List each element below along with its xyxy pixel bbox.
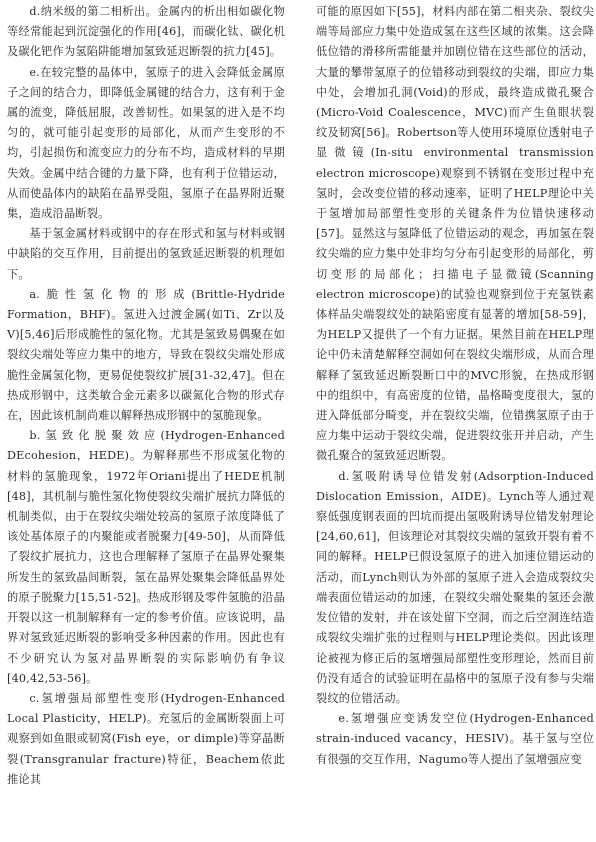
- right-text-column: [316, 2, 594, 770]
- left-text-column: [7, 2, 285, 790]
- paragraph-nano-precipitates: d.纳米级的第二相析出。金属内的析出相如碳化物等经常能起到沉淀强化的作用[46]，而碳化钛、碳化机及碳化钯作为氢陷阱能增加氢致延迟断裂的抗力[45]。: [7, 5, 285, 59]
- paragraph-aide-mechanism: d.氢吸附诱导位错发射(Adsorption-Induced Dislocation Emission，AIDE)。Lynch等人通过观察低强度钢表面的凹坑而提出氢吸附诱导位错发射理论[24,60,61]，但该理论对其裂纹尖端的氢致开裂有着不同的解释。HELP已假设氢原子的进入加速位错运动的活动，而Lynch则认为外部的氢原子进入会造成裂纹尖端表面位错运动的加速，在裂纹尖端处聚集的氢还会激发位错的发射，并在该处留下空洞，而之后空洞连结造成裂纹尖端扩张的过程则与HELP理论类似。因此该理论被视为修正后的氢增强局部塑性变形理论，然而目前仍没有适合的试验证明在晶格中的氢原子没有参与尖端裂纹的位错活动。: [316, 469, 594, 705]
- paragraph-help-continued: 可能的原因如下[55]，材料内部在第二相夹杂、裂纹尖端等局部应力集中处造成氢在这些区域的浓集。这会降低位错的滑移所需能量并加剧位错在这些部位的活动，大量的攀带氢原子的位错移动到裂纹的尖端，即应力集中处，会增加孔洞(Void)的形成，最终造成微孔聚合(Micro-Void Coalescence，MVC)而产生鱼眼状裂纹及韧窝[56]。Robertson等人使用环境原位透射电子显微镜(In-situ environmental transmission electron microscope)观察到不锈钢在变形过程中充氢时，会改变位错的移动速率，证明了HELP理论中关于氢增加局部塑性变形的关键条件为位错快速移动[57]。显然这与氢降低了位错运动的观念，再加氢在裂纹尖端的应力集中处非均匀分布引起变形的局部化，剪切变形的局部化；扫描电子显微镜(Scanning electron microscope)的试验也观察到位于充氢铁素体样品尖端裂纹处的缺陷密度有显著的增加[58-59]，为HELP又提供了一个有力证据。果然目前在HELP理论中仍未清楚解释空洞如何在裂纹尖端形成，从而合理解释了氢致延迟断裂断口中的MVC形貌，在热成形钢中的组织中，有高密度的位错，晶格畸变度很大，氢的进入降低部分畸变，并在裂纹尖端，位错携氢原子由于应力集中运动于裂纹尖端，促进裂纹张开并启动，产生微孔聚合的氢致延迟断裂。: [316, 5, 594, 463]
- paragraph-hesiv-mechanism: e.氢增强应变诱发空位(Hydrogen-Enhanced strain-induced vacancy，HESIV)。基于氢与空位有很强的交互作用，Nagumo等人提出了氢增强应变: [316, 712, 594, 766]
- paragraph-mechanism-intro: 基于氢金属材料或钢中的存在形式和氢与材料或钢中缺陷的交互作用，目前提出的氢致延迟断裂的机理如下。: [7, 227, 285, 281]
- paragraph-hede-mechanism: b.氢致化脱聚效应(Hydrogen-Enhanced DEcohesion，HEDE)。为解释那些不形成氢化物的材料的氢脆现象，1972年Oriani提出了HEDE机制[48]，其机制与脆性氢化物使裂纹尖端扩展抗力降低的机制类似，由于在裂纹尖端处较高的氢原子浓度降低了该处基体原子的内聚能或者脱聚力[49-50]，从而降低了裂纹扩展抗力，这也合理解释了氢原子在晶界处聚集所发生的氢致晶间断裂，氢在晶界处聚集会降低晶界处的原子脱聚力[15,51-52]。热成形钢及零件氢脆的沿晶开裂以这一机制解释有一定的参考价值。应该说明，晶界对氢致延迟断裂的影响受多种因素的作用。因此也有不少研究认为氢对晶界断裂的实际影响仍有争议[40,42,53-56]。: [7, 429, 285, 685]
- paragraph-bhf-mechanism: a.脆性氢化物的形成(Brittle-Hydride Formation，BHF)。氢进入过渡金属(如Ti、Zr以及V)[5,46]后形成脆性的氢化物。尤其是氢致易偶聚在如裂纹尖端处等应力集中的地方，导致在裂纹尖端处形成脆性金属氢化物，更易促使裂纹扩展[31-32,47]。但在热成形钢中，这类敏合金元素多以碳氮化合物的形式存在，因此该机制尚难以解释热成形钢中的氢脆现象。: [7, 287, 285, 423]
- paragraph-help-mechanism: c.氢增强局部塑性变形(Hydrogen-Enhanced Local Plasticity，HELP)。充氢后的金属断裂面上可观察到如鱼眼或韧窝(Fish eye，or dimple)等穿晶断裂(Transgranular fracture)特征，Beachem依此推论其: [7, 691, 285, 786]
- paragraph-bond-weakening: e.在较完整的晶体中，氢原子的进入会降低金属原子之间的结合力，即降低金属键的结合力，这有利于金属的流变，降低屈服，改善韧性。如果氢的进入是不均匀的，就可能引起变形的局部化，从而产生变形的不均，引起损伤和流变应力的分布不均，造成材料的早期失效。金属中结合键的力量下降，也有利于位错运动，从而使晶体内的缺陷在晶界受阻，氢原子在晶界附近聚集，造成沿晶断裂。: [7, 65, 285, 221]
